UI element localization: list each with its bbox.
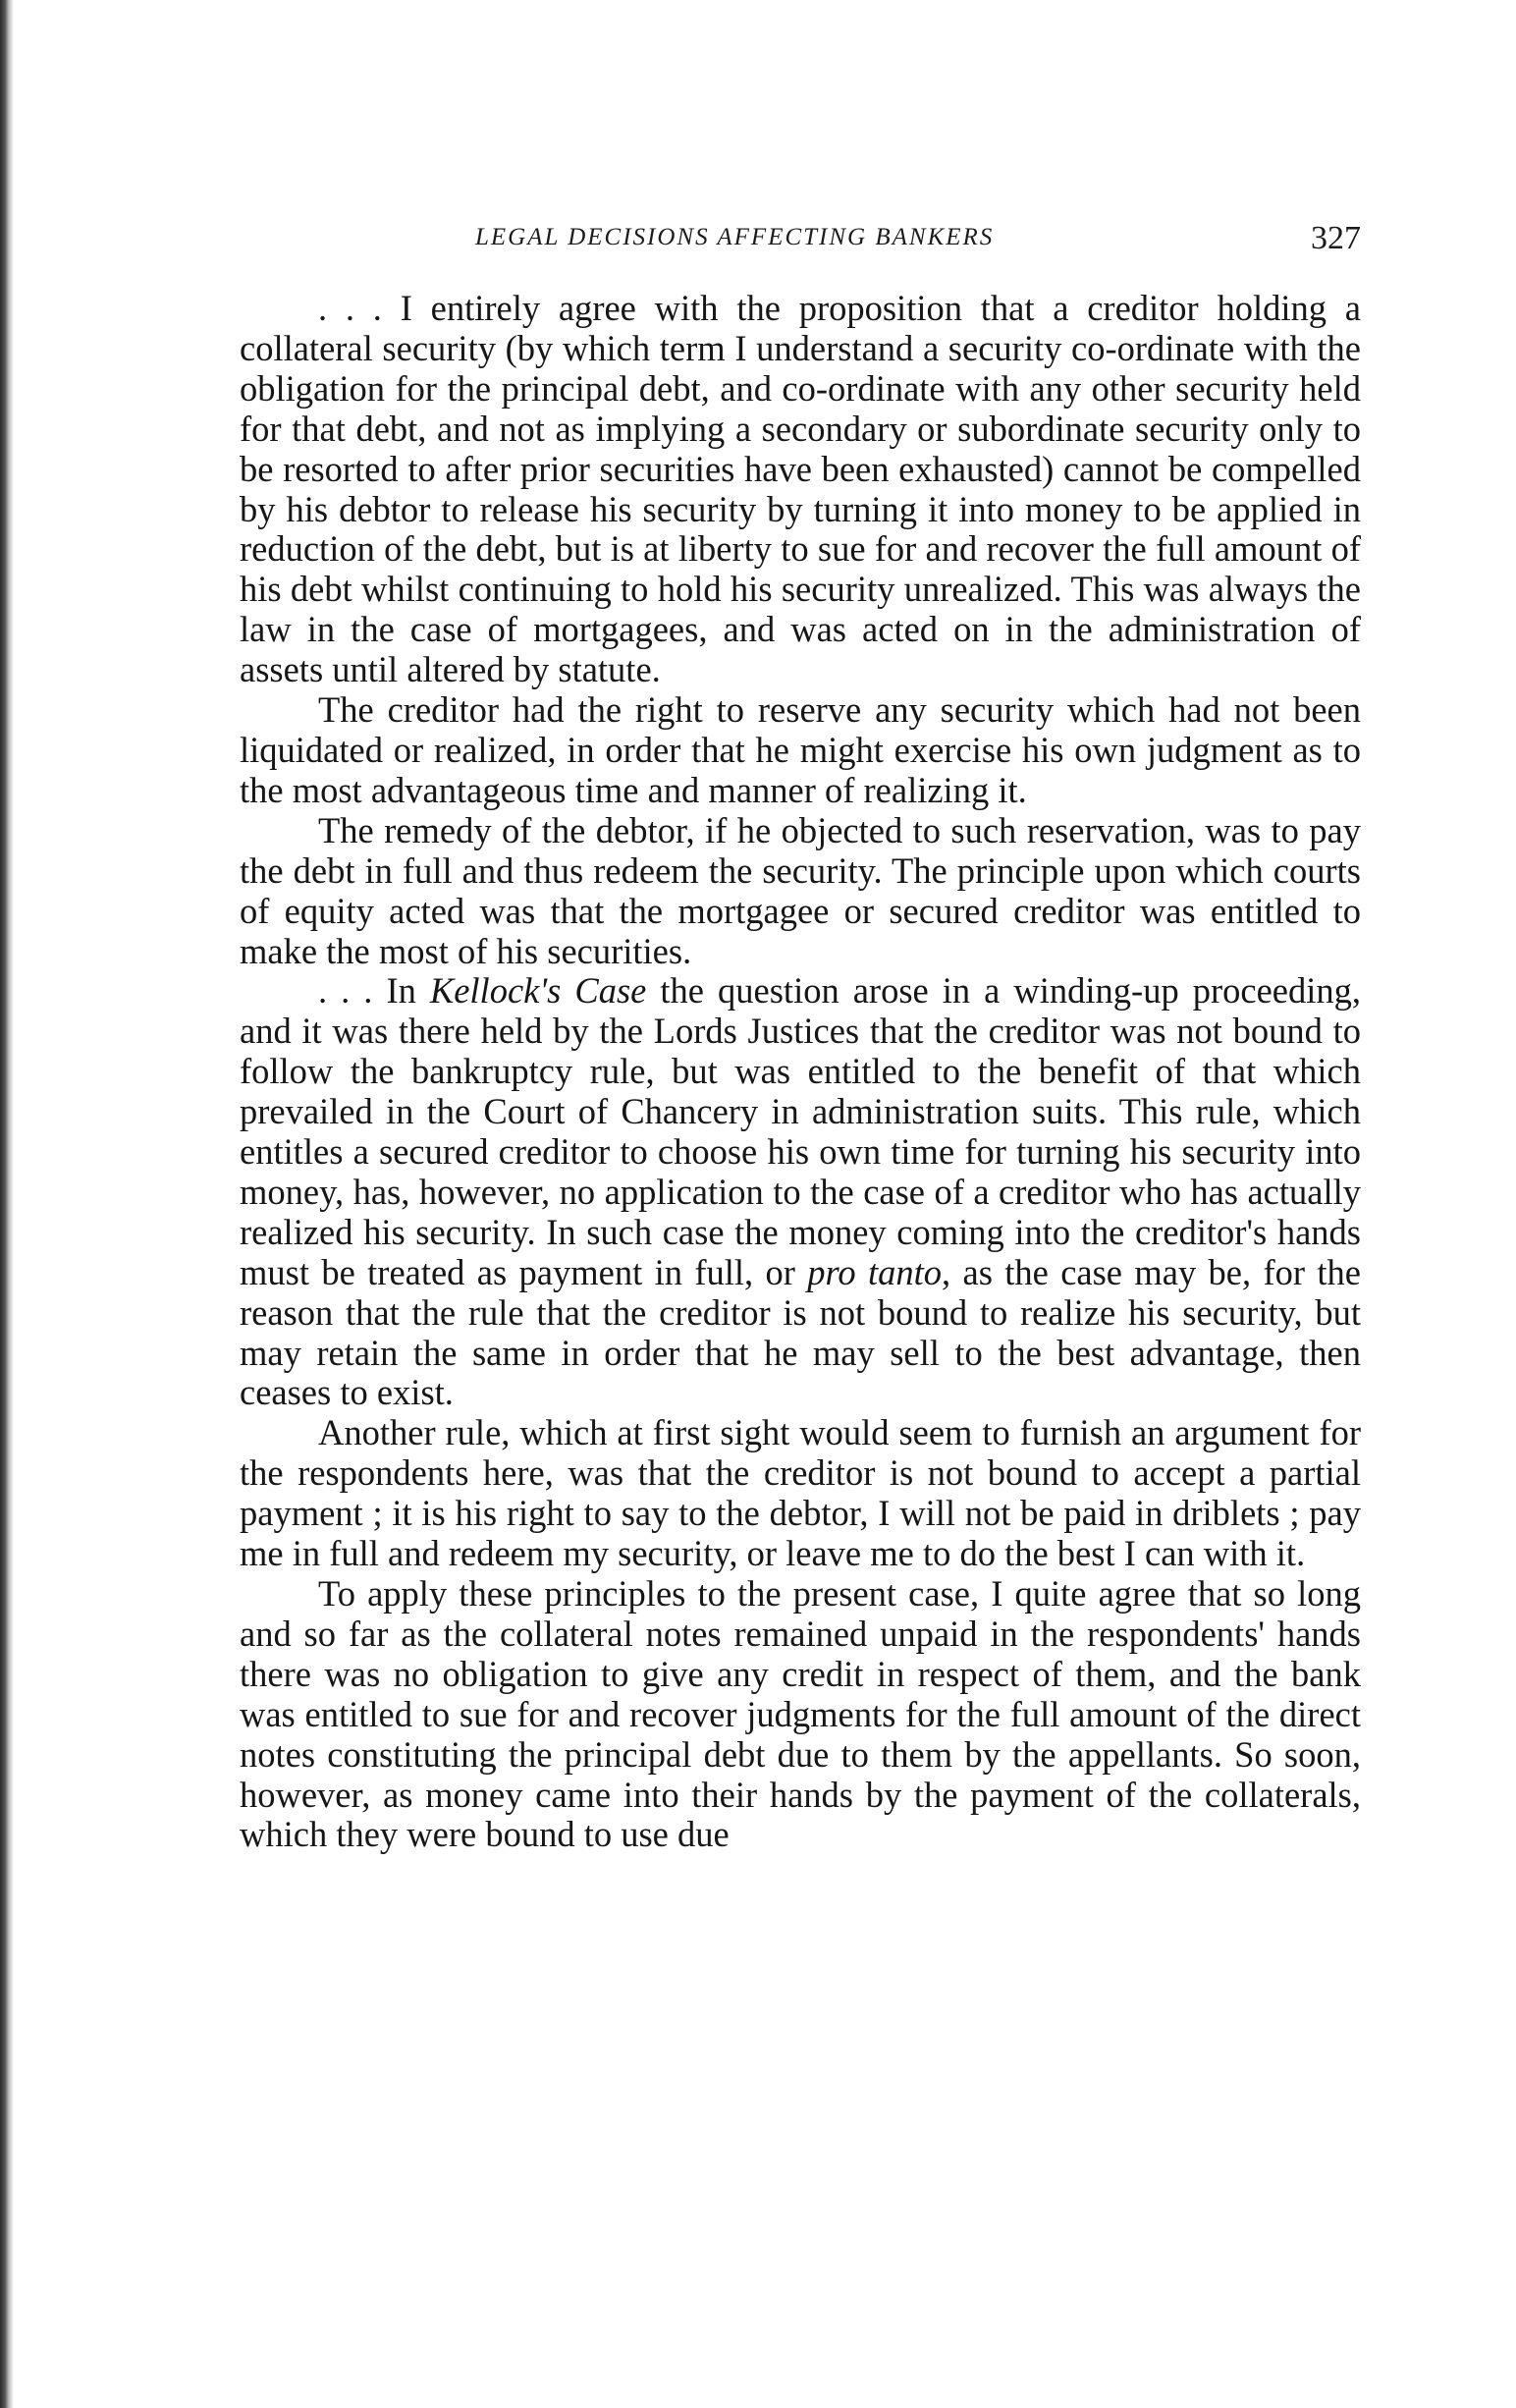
paragraph-5: Another rule, which at first sight would seem to furnish an argument for the respondents here, was that the creditor is not bound to accept a partial payment ; it is his right to say to the debtor, I will not be paid in driblets ; pay me in full and redeem my security, or leave me to do the best I can with it. (240, 1412, 1361, 1574)
binding-edge (0, 0, 14, 2408)
paragraph-4-tail: , as the case may be, for the reason that the rule that the creditor is not bound to realize his security, but may retain the same in order that he may sell to the best advantage, then ceases to exist. (240, 1251, 1361, 1413)
paragraph-4 (240, 971, 1361, 1413)
running-title: LEGAL DECISIONS AFFECTING BANKERS (475, 224, 995, 250)
page-number: 327 (1311, 220, 1361, 256)
paragraph-4-lead: . . . In (318, 970, 430, 1012)
case-name: Kellock's Case (429, 970, 647, 1012)
page-header (240, 220, 1361, 263)
paragraph-4-body: the question arose in a winding-up proceeding, and it was there held by the Lords Justices that the creditor was not bound to follow the bankruptcy rule, but was entitled to the benefit of that which prevailed in the Court of Chancery in administration suits. This rule, which entitles a secured creditor to choose his own time for turning his security into money, has, however, no application to the case of a creditor who has actually realized his security. In such case the money coming into the creditor's hands must be treated as payment in full, or (240, 970, 1361, 1292)
paragraph-6: To apply these principles to the present case, I quite agree that so long and so far as the collateral notes remained unpaid in the respondents' hands there was no obligation to give any credit in respect of them, and the bank was entitled to sue for and recover judgments for the full amount of the direct notes constituting the principal debt due to them by the appellants. So soon, however, as money came into their hands by the payment of the collaterals, which they were bound to use due (240, 1573, 1361, 1855)
paragraph-2: The creditor had the right to reserve any security which had not been liquidated or realized, in order that he might exercise his own judgment as to the most advantageous time and manner of realizing it. (240, 689, 1361, 810)
body-text (240, 289, 1361, 1855)
latin-phrase: pro tanto (807, 1251, 943, 1292)
paragraph-1: . . . I entirely agree with the proposition that a creditor holding a collateral security (by which term I understand a security co-ordinate with the obligation for the principal debt, and co-ordinate with any other security held for that debt, and not as implying a secondary or subordinate security only to be resorted to after prior securities have been exhausted) cannot be compelled by his debtor to release his security by turning it into money to be applied in reduction of the debt, but is at liberty to sue for and recover the full amount of his debt whilst continuing to hold his security unrealized. This was always the law in the case of mortgagees, and was acted on in the administration of assets until altered by statute. (240, 288, 1361, 690)
paragraph-3: The remedy of the debtor, if he objected to such reservation, was to pay the debt in full and thus redeem the security. The principle upon which courts of equity acted was that the mortgagee or secured creditor was entitled to make the most of his securities. (240, 809, 1361, 971)
